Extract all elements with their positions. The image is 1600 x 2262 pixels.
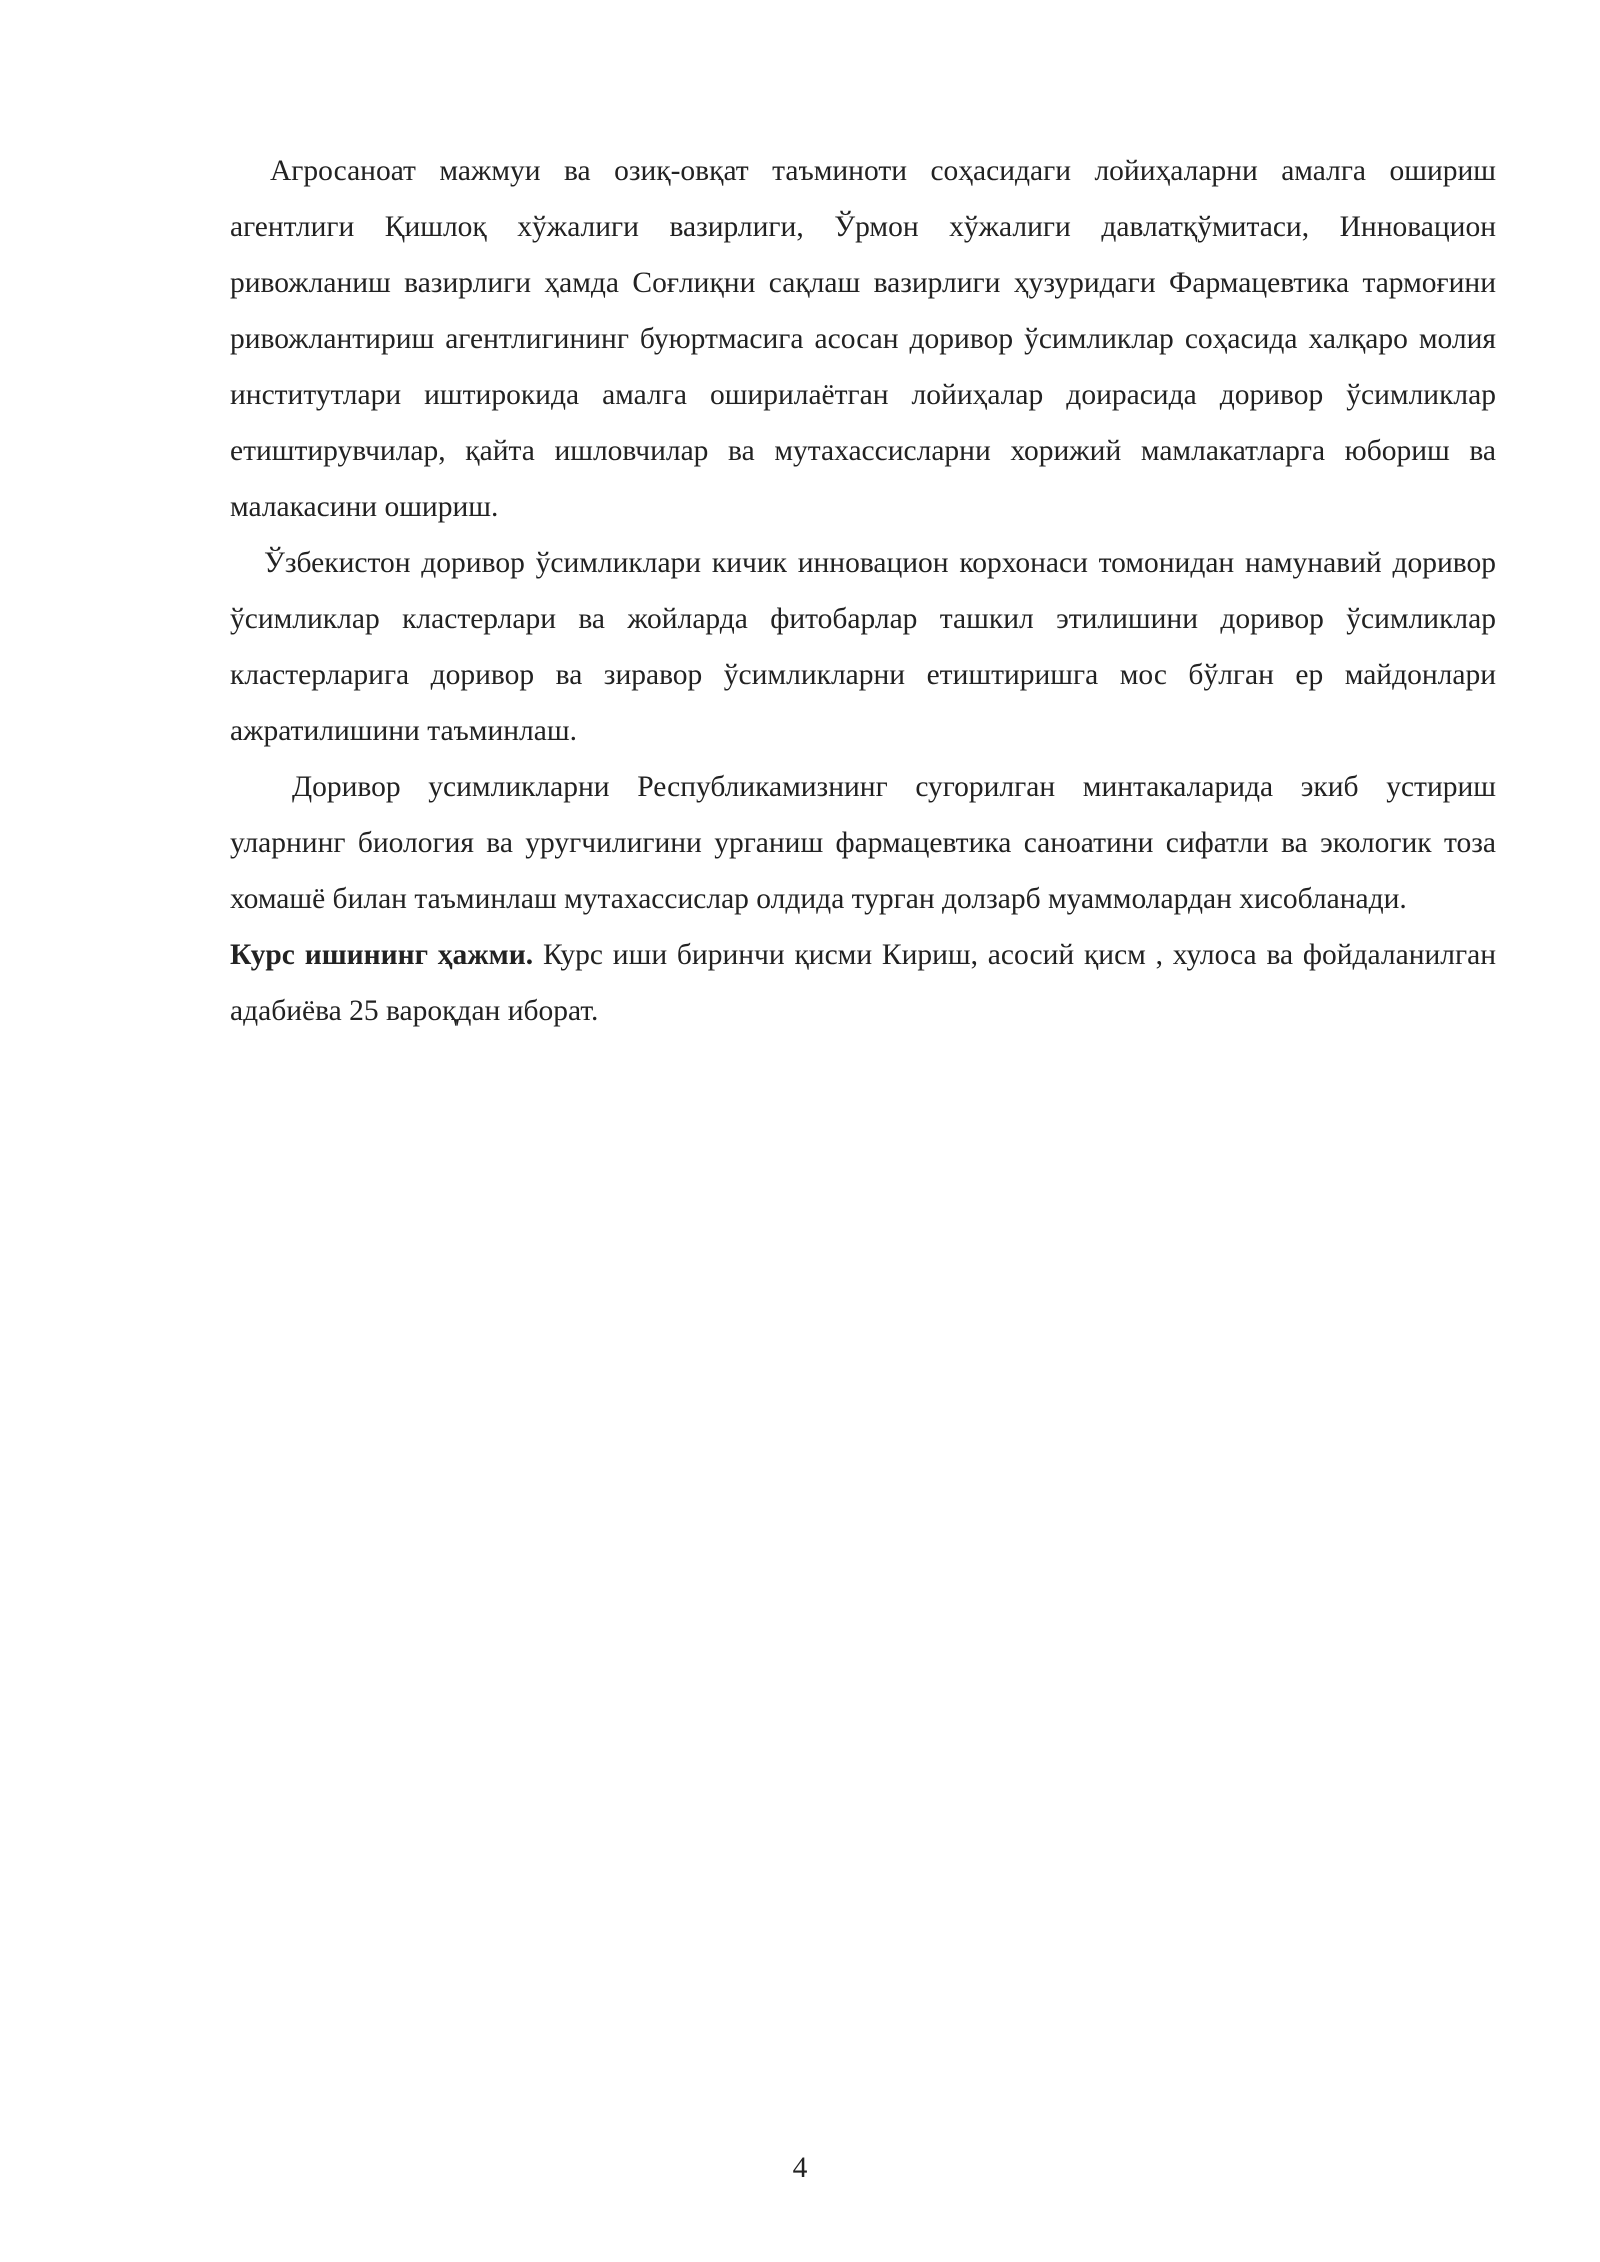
course-volume-heading: Курс ишининг ҳажми. (230, 939, 534, 971)
paragraph-agency-projects: Агросаноат мажмуи ва озиқ-овқат таъминоти соҳасидаги лойиҳаларни амалга ошириш агентлиги Қишлоқ хўжалиги вазирлиги, Ўрмон хўжалиги давлатқўмитаси, Инновацион ривожланиш вазирлиги ҳамда Соғлиқни сақлаш вазирлиги ҳузуридаги Фармацевтика тармоғини ривожлантириш агентлигининг буюртмасига асосан доривор ўсимликлар соҳасида халқаро молия институтлари иштирокида амалга оширилаётган лойиҳалар доирасида доривор ўсимликлар етиштирувчилар, қайта ишловчилар ва мутахассисларни хорижий мамлакатларга юбориш ва малакасини ошириш. (230, 155, 1496, 523)
paragraph-course-volume (230, 927, 1496, 1039)
document-body (230, 143, 1496, 1039)
paragraph-medicinal-plants: Доривор усимликларни Республикамизнинг сугорилган минтакаларида экиб устириш уларнинг биология ва уругчилигини урганиш фармацевтика саноатини сифатли ва экологик тоза хомашё билан таъминлаш мутахассислар олдида турган долзарб муаммолардан хисобланади. (230, 771, 1496, 915)
page-number: 4 (792, 2152, 808, 2184)
paragraph-uzbekistan-plants: Ўзбекистон доривор ўсимликлари кичик инновацион корхонаси томонидан намунавий доривор ўсимликлар кластерлари ва жойларда фитобарлар ташкил этилишини доривор ўсимликлар кластерларига доривор ва зиравор ўсимликларни етиштиришга мос бўлган ер майдонлари ажратилишини таъминлаш. (230, 547, 1496, 747)
course-volume-text: Курс иши биринчи қисми Кириш, асосий қисм , хулоса ва фойдаланилган адабиёва 25 вароқдан иборат. (230, 939, 1496, 1027)
